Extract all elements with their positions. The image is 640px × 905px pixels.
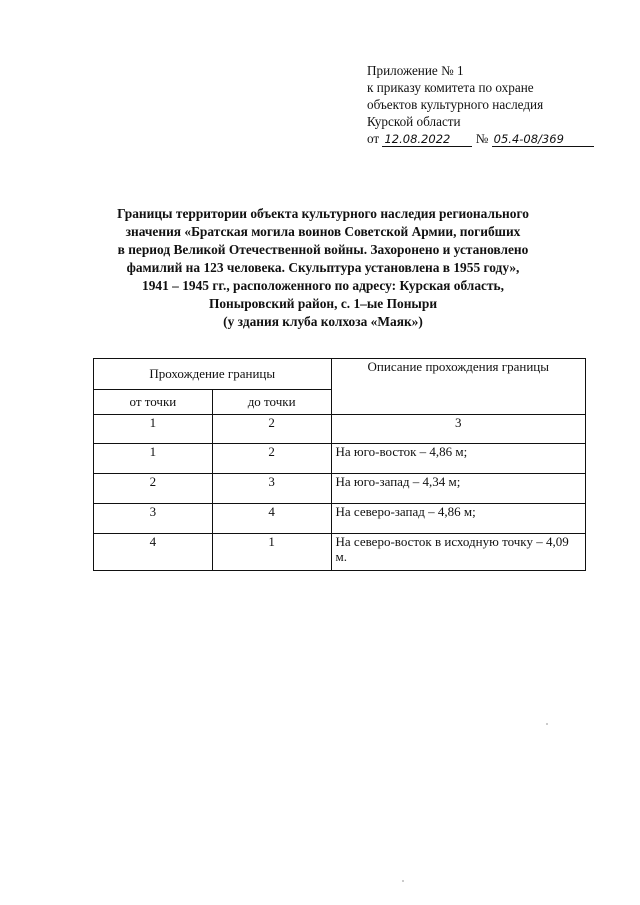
boundary-table bbox=[93, 358, 586, 571]
appendix-title: Приложение № 1 bbox=[367, 63, 464, 78]
to-cell: 4 bbox=[212, 504, 331, 534]
appendix-region-line: Курской области bbox=[367, 114, 461, 129]
title-line: (у здания клуба колхоза «Маяк») bbox=[223, 314, 423, 329]
to-cell: 3 bbox=[212, 474, 331, 504]
table-cell: 1 bbox=[94, 415, 213, 444]
title-line: значения «Братская могила воинов Советской Армии, погибших bbox=[125, 224, 521, 239]
header-description: Описание прохождения границы bbox=[331, 359, 586, 415]
appendix-date-number-line bbox=[367, 130, 617, 147]
description-cell: На северо-восток в исходную точку – 4,09 м. bbox=[331, 534, 586, 571]
title-line: Поныровский район, с. 1–ые Поныри bbox=[208, 296, 438, 311]
header-from-point: от точки bbox=[94, 390, 213, 415]
table-row bbox=[94, 504, 586, 534]
from-cell: 2 bbox=[94, 474, 213, 504]
description-cell: На северо-запад – 4,86 м; bbox=[331, 504, 586, 534]
from-cell: 4 bbox=[94, 534, 213, 571]
title-line: в период Великой Отечественной войны. Захоронено и установлено bbox=[117, 242, 529, 257]
scan-speck bbox=[402, 880, 404, 882]
scan-speck bbox=[546, 723, 548, 725]
description-cell: На юго-запад – 4,34 м; bbox=[331, 474, 586, 504]
column-index-row bbox=[94, 415, 586, 444]
from-cell: 3 bbox=[94, 504, 213, 534]
to-cell: 2 bbox=[212, 444, 331, 474]
title-line: фамилий на 123 человека. Скульптура установлена в 1955 году», bbox=[126, 260, 520, 275]
order-date: 12.08.2022 bbox=[382, 132, 472, 147]
document-title bbox=[90, 205, 556, 331]
title-line: Границы территории объекта культурного наследия регионального bbox=[117, 206, 529, 221]
table-row bbox=[94, 444, 586, 474]
date-prefix: от bbox=[367, 131, 380, 146]
number-prefix: № bbox=[475, 131, 489, 146]
header-passage: Прохождение границы bbox=[94, 359, 332, 390]
appendix-block bbox=[367, 62, 617, 147]
table-row bbox=[94, 474, 586, 504]
appendix-committee-line: объектов культурного наследия bbox=[367, 97, 544, 112]
appendix-order-line: к приказу комитета по охране bbox=[367, 80, 534, 95]
table-row bbox=[94, 534, 586, 571]
order-number: 05.4-08/369 bbox=[492, 132, 594, 147]
description-cell: На юго-восток – 4,86 м; bbox=[331, 444, 586, 474]
from-cell: 1 bbox=[94, 444, 213, 474]
table-cell: 2 bbox=[212, 415, 331, 444]
to-cell: 1 bbox=[212, 534, 331, 571]
table-cell: 3 bbox=[331, 415, 586, 444]
header-to-point: до точки bbox=[212, 390, 331, 415]
title-line: 1941 – 1945 гг., расположенного по адресу: Курская область, bbox=[142, 278, 504, 293]
